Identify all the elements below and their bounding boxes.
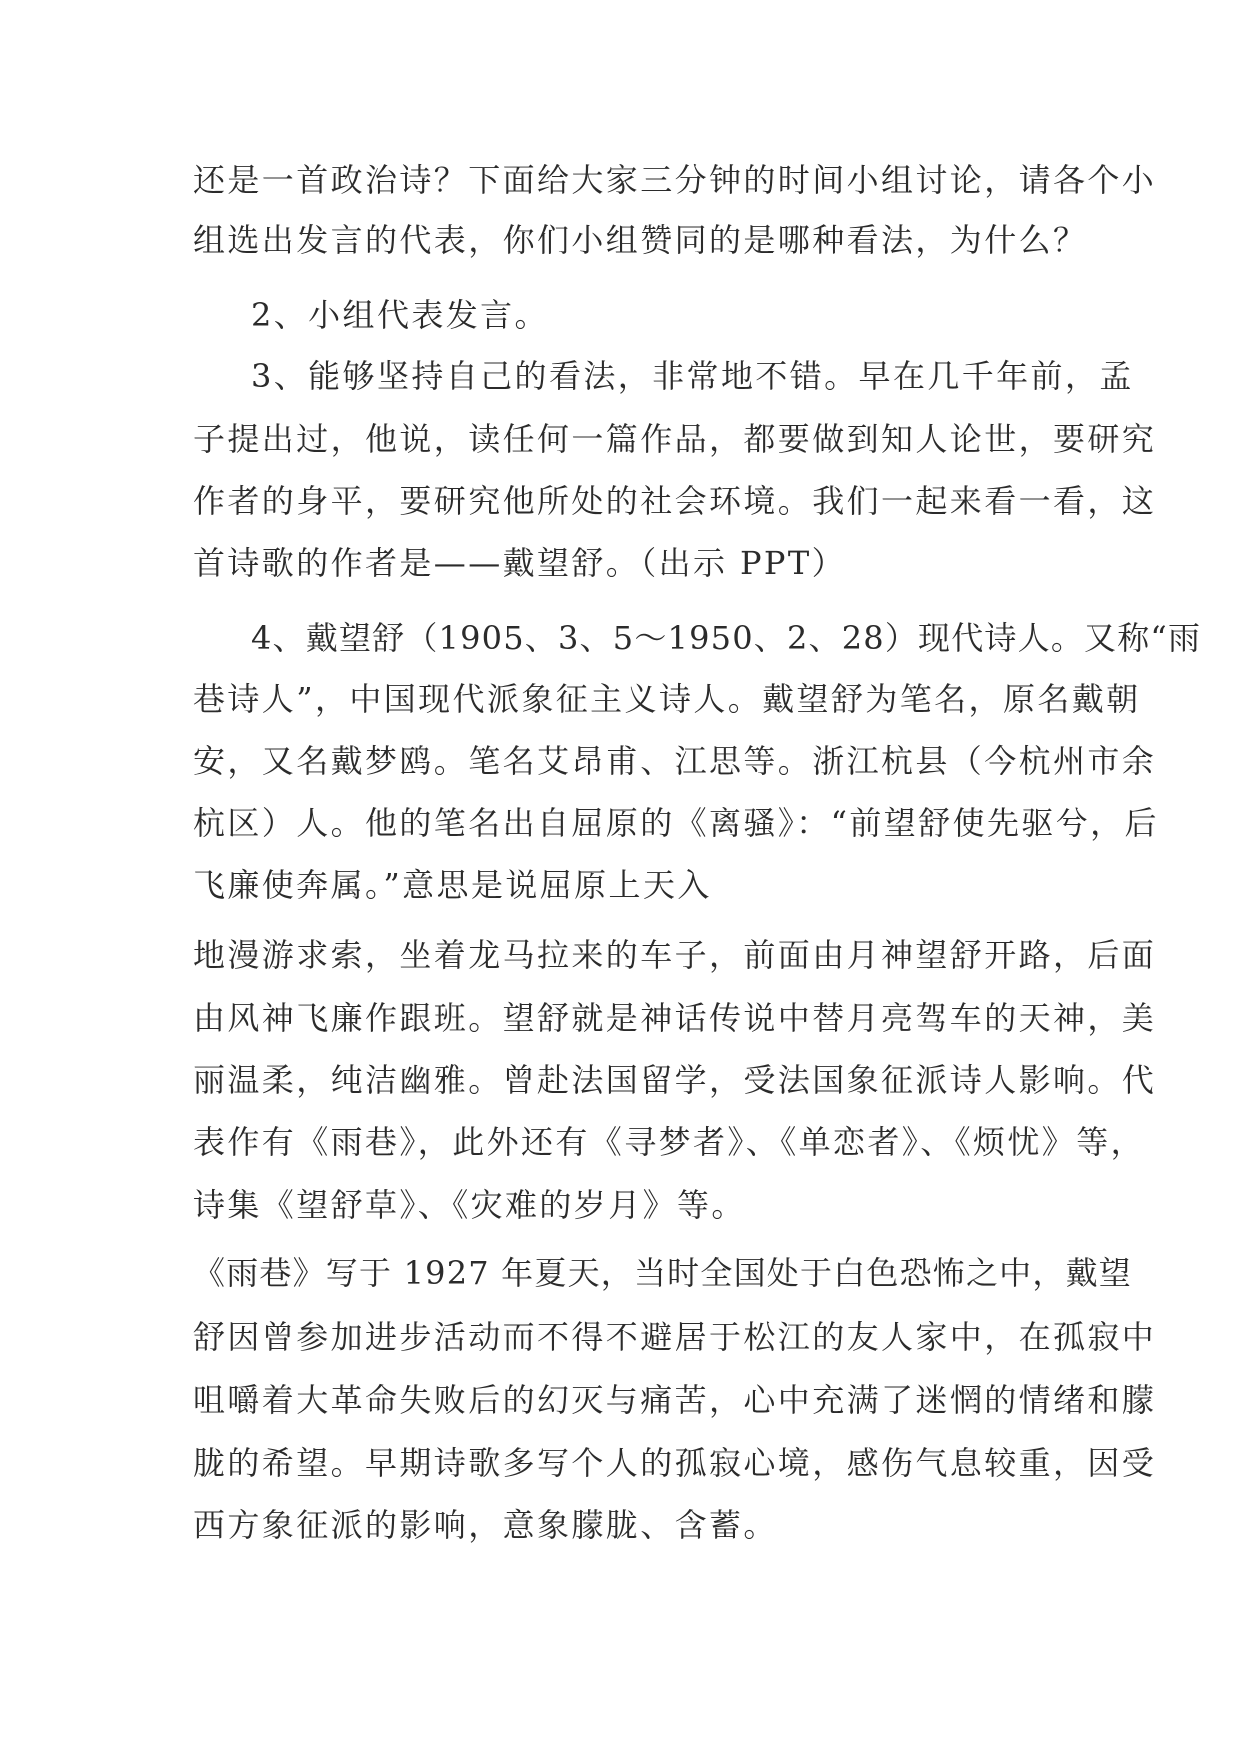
text-line: 组选出发言的代表，你们小组赞同的是哪种看法，为什么？ — [193, 221, 1088, 259]
text-line: 子提出过，他说，读任何一篇作品，都要做到知人论世，要研究 — [193, 420, 1157, 458]
text-line: 由风神飞廉作跟班。望舒就是神话传说中替月亮驾车的天神，美 — [193, 999, 1157, 1037]
text-line: 西方象征派的影响，意象朦胧、含蓄。 — [193, 1506, 778, 1544]
text-line: 舒因曾参加进步活动而不得不避居于松江的友人家中，在孤寂中 — [193, 1318, 1157, 1356]
text-line: 丽温柔，纯洁幽雅。曾赴法国留学，受法国象征派诗人影响。代 — [193, 1061, 1157, 1099]
text-line: 诗集《望舒草》、《灾难的岁月》等。 — [193, 1186, 746, 1224]
text-line: 安，又名戴梦鸥。笔名艾昂甫、江思等。浙江杭县（今杭州市余 — [193, 742, 1157, 780]
text-line: 飞廉使奔属。”意思是说屈原上天入 — [193, 866, 712, 904]
text-line: 咀嚼着大革命失败后的幻灭与痛苦，心中充满了迷惘的情绪和朦 — [193, 1381, 1157, 1419]
text-line: 胧的希望。早期诗歌多写个人的孤寂心境，感伤气息较重，因受 — [193, 1444, 1157, 1482]
text-line: 3、能够坚持自己的看法，非常地不错。早在几千年前，孟 — [251, 357, 1134, 395]
text-line: 还是一首政治诗？下面给大家三分钟的时间小组讨论，请各个小 — [193, 161, 1157, 199]
text-line: 表作有《雨巷》，此外还有《寻梦者》、《单恋者》、《烦忧》等， — [193, 1123, 1146, 1161]
text-line: 2、小组代表发言。 — [251, 296, 549, 334]
text-line: 巷诗人”，中国现代派象征主义诗人。戴望舒为笔名，原名戴朝 — [193, 680, 1141, 718]
text-line: 4、戴望舒（1905、3、5～1950、2、28）现代诗人。又称“雨 — [251, 619, 1202, 657]
text-line: 作者的身平，要研究他所处的社会环境。我们一起来看一看，这 — [193, 482, 1157, 520]
text-line: 首诗歌的作者是——戴望舒。（出示 PPT） — [193, 544, 846, 582]
text-line: 《雨巷》写于 1927 年夏天，当时全国处于白色恐怖之中，戴望 — [193, 1254, 1132, 1292]
text-line: 地漫游求索，坐着龙马拉来的车子，前面由月神望舒开路，后面 — [193, 936, 1157, 974]
text-line: 杭区）人。他的笔名出自屈原的《离骚》：“前望舒使先驱兮，后 — [193, 804, 1159, 842]
